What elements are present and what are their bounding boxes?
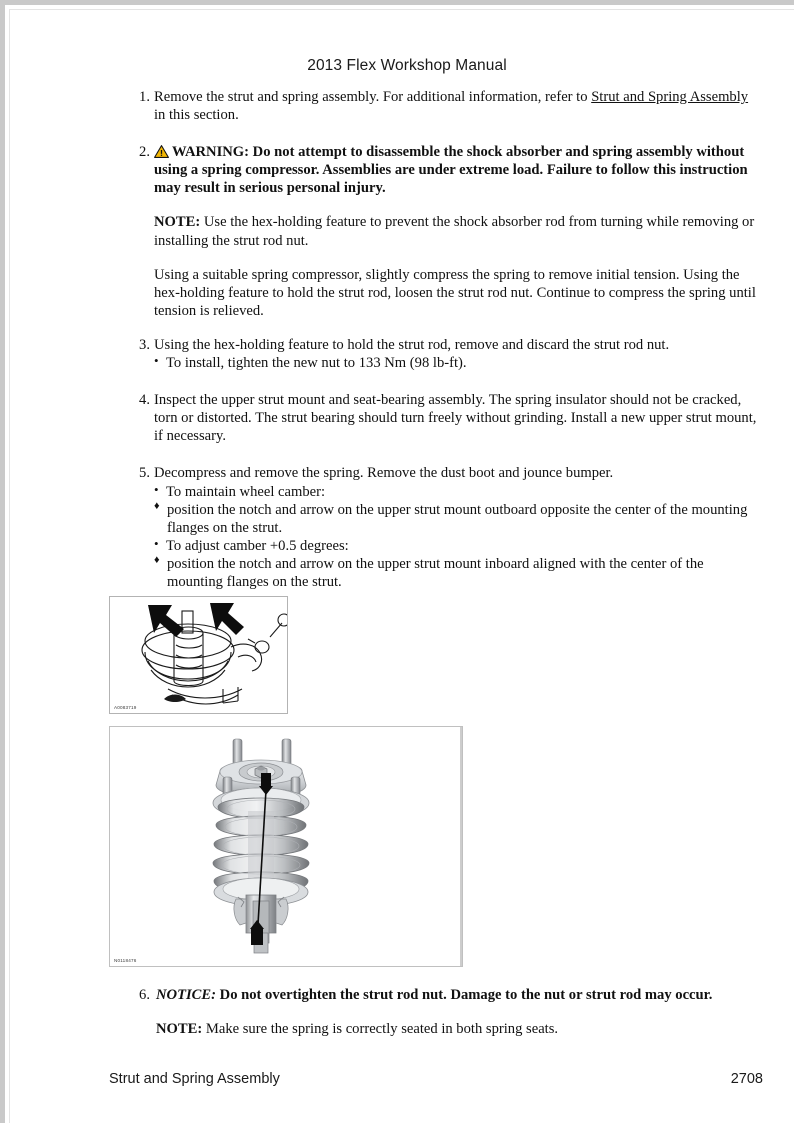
step-5-sublist-2 [154, 555, 762, 591]
figure-strut-line-drawing [109, 596, 288, 714]
step-2-number: 2. [139, 144, 150, 161]
list-item: • To adjust camber +0.5 degrees: [154, 537, 762, 555]
step-3-number: 3. [139, 336, 150, 353]
notice-text: Do not overtighten the strut rod nut. Damage to the nut or strut rod may occur. [216, 987, 713, 1003]
spacer [134, 124, 762, 143]
step-5-number: 5. [139, 465, 150, 482]
list-item: ♦ position the notch and arrow on the upper strut mount outboard opposite the center of the mounting flanges on the strut. [154, 501, 762, 537]
warning-text: Do not attempt to disassemble the shock absorber and spring assembly without using a spring compressor. Assemblies are under extreme load. Failure to follow this instruction may result in serious personal injury. [154, 144, 748, 197]
warning-label: WARNING: [172, 144, 250, 161]
step-3-text: Using the hex-holding feature to hold the strut rod, remove and discard the strut rod nut. [154, 336, 670, 353]
spacer [154, 197, 762, 213]
figure-2-id: N0118476 [114, 958, 137, 963]
step-4-text: Inspect the upper strut mount and seat-bearing assembly. The spring insulator should not be cracked, torn or distorted. The strut bearing should turn freely without grinding. Install a new upper strut mount, if necessary. [154, 392, 757, 445]
footer-section-title: Strut and Spring Assembly [109, 1071, 280, 1087]
step-1-text-before: Remove the strut and spring assembly. For additional information, refer to [154, 89, 592, 105]
figure-strut-spring-rendering [109, 726, 463, 967]
spacer [134, 372, 762, 391]
note-label: NOTE: [156, 1021, 203, 1038]
step-5-bullet-list [154, 483, 762, 501]
strut-and-spring-assembly-link[interactable]: Strut and Spring Assembly [591, 89, 749, 105]
step-5-bullet-list-2 [154, 537, 762, 555]
strut-assembly-line-drawing [110, 597, 287, 713]
step-4 [134, 391, 762, 445]
step-2 [134, 143, 762, 320]
step-2-warning [154, 143, 762, 197]
step-3 [134, 336, 762, 372]
step-6-note [156, 1020, 762, 1038]
step-3-bullet-list [154, 354, 762, 372]
spacer [134, 320, 762, 336]
spacer [154, 250, 762, 266]
list-item: • To maintain wheel camber: [154, 483, 762, 501]
note-text: Make sure the spring is correctly seated in both spring seats. [202, 1021, 559, 1038]
spacer [156, 1004, 762, 1020]
step-1-text [154, 88, 762, 124]
footer-page-number: 2708 [730, 1071, 763, 1087]
document-body-lower [134, 986, 762, 1038]
step-2-note [154, 213, 762, 249]
strut-and-spring-assembly-rendering [110, 727, 462, 966]
document-body [134, 88, 762, 591]
note-label: NOTE: [154, 214, 201, 231]
step-4-number: 4. [139, 392, 150, 409]
warning-triangle-icon [154, 145, 169, 158]
step-5-sublist-1 [154, 501, 762, 537]
page-header-title: 2013 Flex Workshop Manual [307, 57, 507, 74]
notice-label: NOTICE: [156, 987, 216, 1003]
step-1-text-after: in this section. [154, 107, 239, 124]
list-item: ♦ position the notch and arrow on the upper strut mount inboard aligned with the center of the mounting flanges on the strut. [154, 555, 762, 591]
step-5 [134, 464, 762, 591]
step-6-notice [156, 986, 762, 1004]
step-6-number: 6. [139, 987, 150, 1003]
step-2-body: Using a suitable spring compressor, slightly compress the spring to remove initial tension. Using the hex-holding feature to hold the strut rod, loosen the strut rod nut. Continue to compress the spring until tension is relieved. [154, 266, 756, 319]
step-1-number: 1. [139, 89, 150, 105]
step-1 [134, 88, 762, 124]
step-5-text: Decompress and remove the spring. Remove the dust boot and jounce bumper. [154, 465, 614, 482]
page-canvas [9, 9, 794, 1123]
page-footer [109, 1071, 763, 1087]
spacer [134, 445, 762, 464]
list-item: • To install, tighten the new nut to 133 Nm (98 lb-ft). [154, 354, 762, 372]
note-text: Use the hex-holding feature to prevent the shock absorber rod from turning while removing or installing the strut rod nut. [154, 214, 755, 249]
figure-1-id: A0083719 [114, 705, 137, 710]
step-6 [134, 986, 762, 1038]
